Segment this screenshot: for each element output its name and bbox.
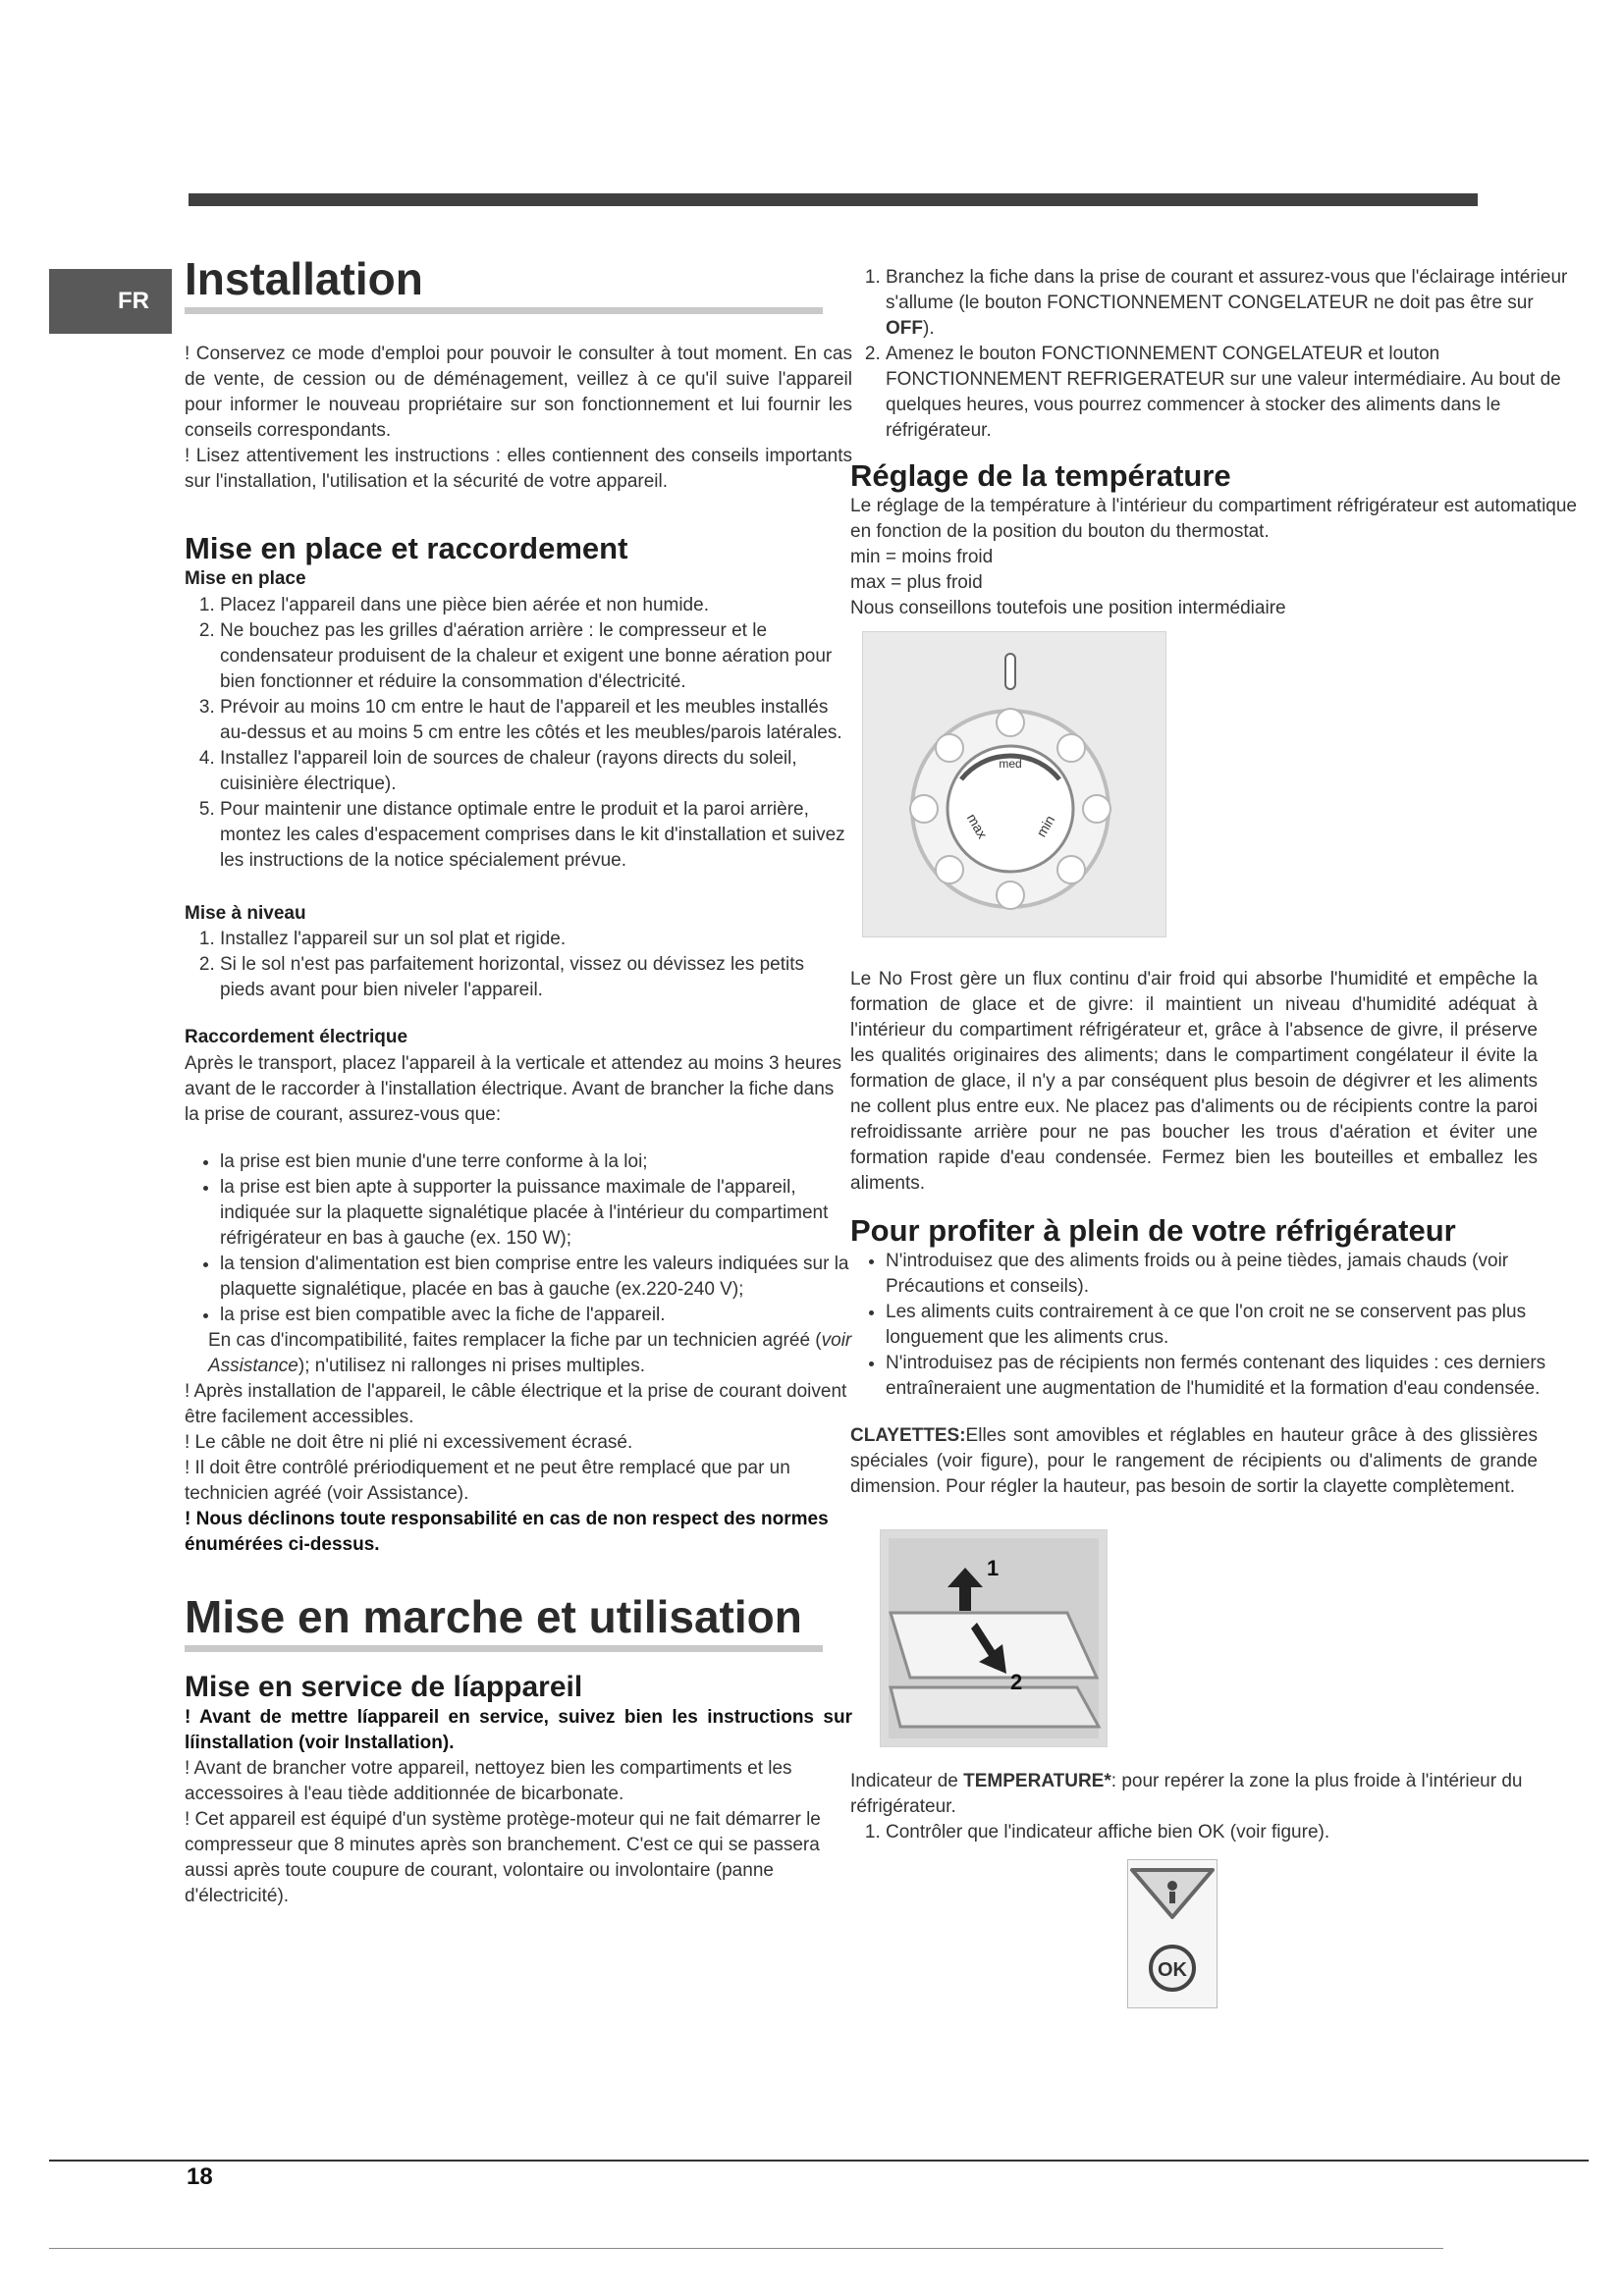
intro-paragraph-2: ! Lisez attentivement les instructions : elles contiennent des conseils importants sur l'installation, l'utilisation et la sécurité de votre appareil. <box>185 445 852 492</box>
list-item: 5. Pour maintenir une distance optimale entre le produit et la paroi arrière, montez les cales d'espacement comprises dans le kit d'installation et suivez les instructions de la notice spécialement prévue. <box>220 797 852 874</box>
temperature-indicator-figure <box>1127 1859 1218 2008</box>
list-item: 1. Installez l'appareil sur un sol plat et rigide. <box>220 927 852 952</box>
note-2: ! Le câble ne doit être ni plié ni excessivement écrasé. <box>185 1431 633 1453</box>
list-item: • la tension d'alimentation est bien comprise entre les valeurs indiquées sur la plaquette signalétique, placée en bas à gauche (ex.220-240 V); <box>220 1252 852 1303</box>
page-number: 18 <box>187 2163 213 2190</box>
mise-en-place-sub: Mise en place <box>185 568 306 590</box>
max-text: max = plus froid <box>850 572 983 594</box>
right-column <box>850 265 1577 2008</box>
reglage-text: Le réglage de la température à l'intérieur du compartiment réfrigérateur est automatique en fonction de la position du bouton du thermostat. <box>850 496 1577 543</box>
dial-min-label: min <box>1033 812 1058 840</box>
shelf-label-2: 2 <box>1010 1670 1023 1695</box>
raccordement-sub: Raccordement électrique <box>185 1027 408 1048</box>
footer-divider <box>49 2160 1589 2162</box>
mise-a-niveau-sub: Mise à niveau <box>185 902 306 924</box>
shelf-illustration <box>881 1530 1107 1746</box>
list-item: 1. Placez l'appareil dans une pièce bien aérée et non humide. <box>220 593 852 618</box>
list-item: • N'introduisez que des aliments froids ou à peine tièdes, jamais chauds (voir Précautions et conseils). <box>886 1249 1577 1300</box>
thermostat-dial-illustration <box>863 632 1165 936</box>
left-column <box>185 253 852 1909</box>
dial-med-label: med <box>999 757 1022 772</box>
ok-label: OK <box>1158 1959 1187 1982</box>
footer-divider-bottom <box>49 2248 1443 2249</box>
start-step-1: 1. Branchez la fiche dans la prise de courant et assurez-vous que l'éclairage intérieur s'allume (le bouton FONCTIONNEMENT CONGELATEUR ne doit pas être sur OFF). <box>886 265 1577 342</box>
header-bar <box>189 193 1478 206</box>
off-label: OFF <box>886 318 923 339</box>
intro-paragraph-1: ! Conservez ce mode d'emploi pour pouvoir le consulter à tout moment. En cas de vente, de cession ou de déménagement, veillez à ce qu'il suive l'appareil pour informer le nouveau propriétaire sur son fonctionnement et lui fournir les conseils correspondants. <box>185 343 852 441</box>
mise-en-service-bold-note: ! Avant de mettre líappareil en service, suivez bien les instructions sur líinstallation (voir Installation). <box>185 1706 852 1753</box>
raccordement-intro: Après le transport, placez l'appareil à la verticale et attendez au moins 3 heures avant de le raccorder à l'installation électrique. Avant de brancher la fiche dans la prise de courant, assurez-vous que: <box>185 1052 841 1125</box>
mise-en-place-list <box>185 593 852 874</box>
dial-max-label: max <box>963 811 991 842</box>
mise-en-place-heading: Mise en place et raccordement <box>185 530 628 565</box>
language-tab: FR <box>49 269 172 334</box>
clayettes-text: CLAYETTES:Elles sont amovibles et réglables en hauteur grâce à des glissières spéciales (voir figure), pour le rangement de récipients ou d'aliments de grande dimension. Pour régler la hauteur, pas besoin de sortir la clayette complètement. <box>850 1425 1538 1498</box>
mise-en-service-heading: Mise en service de líappareil <box>185 1670 583 1703</box>
list-item: • N'introduisez pas de récipients non fermés contenant des liquides : ces derniers entraîneraient une augmentation de l'humidité et la formation d'eau condensée. <box>886 1351 1577 1402</box>
mise-a-niveau-list <box>185 927 852 1003</box>
note-1: ! Après installation de l'appareil, le câble électrique et la prise de courant doivent être facilement accessibles. <box>185 1380 847 1427</box>
start-step-2: 2. Amenez le bouton FONCTIONNEMENT CONGELATEUR et louton FONCTIONNEMENT REFRIGERATEUR sur une valeur intermédiaire. Au bout de quelques heures, vous pourrez commencer à stocker des aliments dans le réfrigérateur. <box>886 342 1577 444</box>
list-item: 4. Installez l'appareil loin de sources de chaleur (rayons directs du soleil, cuisinière électrique). <box>220 746 852 797</box>
temperature-indicator-text: Indicateur de TEMPERATURE*: pour repérer la zone la plus froide à l'intérieur du réfrigérateur. <box>850 1771 1523 1818</box>
mise-en-marche-title: Mise en marche et utilisation <box>185 1591 823 1652</box>
raccordement-bullets <box>185 1149 852 1328</box>
assistance-link: voir Assistance <box>208 1329 852 1376</box>
list-item: 2. Ne bouchez pas les grilles d'aération arrière : le compresseur et le condensateur produisent de la chaleur et exigent une bonne aération pour bien fonctionner et réduire la consommation d'électricité. <box>220 618 852 695</box>
mise-en-service-para-1: ! Avant de brancher votre appareil, nettoyez bien les compartiments et les accessoires à l'eau tiède additionnée de bicarbonate. <box>185 1757 792 1804</box>
shelf-label-1: 1 <box>987 1556 1000 1581</box>
shelf-figure <box>880 1529 1108 1747</box>
nofrost-text: Le No Frost gère un flux continu d'air froid qui absorbe l'humidité et empêche la formation de glace et de givre: il maintient un niveau d'humidité adéquat à l'intérieur du compartiment réfrigérateur et, grâce à l'absence de givre, il préserve les qualités originaires des aliments; dans le compartiment congélateur il évite la formation de glace, il n'y a par conséquent plus besoin de dégivrer et les aliments ne collent plus entre eux. Ne placez pas d'aliments ou de récipients contre la paroi refroidissante arrière pour ne pas boucher les trous d'aération et éviter une formation rapide d'eau condensée. Fermez bien les bouteilles et emballez les aliments. <box>850 969 1538 1195</box>
temperature-step-1: 1. Contrôler que l'indicateur affiche bien OK (voir figure). <box>886 1820 1577 1845</box>
thermostat-dial-figure <box>862 631 1166 937</box>
profiter-bullets <box>850 1249 1577 1402</box>
reglage-heading: Réglage de la température <box>850 458 1231 493</box>
list-item: 3. Prévoir au moins 10 cm entre le haut de l'appareil et les meubles installés au-dessus et au moins 5 cm entre les côtés et les meubles/parois latérales. <box>220 695 852 746</box>
temperature-label: TEMPERATURE <box>963 1771 1105 1792</box>
note-3: ! Il doit être contrôlé prériodiquement et ne peut être remplacé que par un technicien agréé (voir Assistance). <box>185 1457 790 1504</box>
list-item: 2. Si le sol n'est pas parfaitement horizontal, vissez ou dévissez les petits pieds avant pour bien niveler l'appareil. <box>220 952 852 1003</box>
warning-note: ! Nous déclinons toute responsabilité en cas de non respect des normes énumérées ci-dessus. <box>185 1508 829 1555</box>
list-item: • la prise est bien munie d'une terre conforme à la loi; <box>220 1149 852 1175</box>
profiter-heading: Pour profiter à plein de votre réfrigérateur <box>850 1213 1456 1249</box>
installation-title: Installation <box>185 253 823 314</box>
list-item: • la prise est bien compatible avec la fiche de l'appareil. <box>220 1303 852 1328</box>
min-text: min = moins froid <box>850 547 994 568</box>
mise-en-service-para-2: ! Cet appareil est équipé d'un système protège-moteur qui ne fait démarrer le compresseur que 8 minutes après son branchement. C'est ce qui se passera aussi après toute coupure de courant, volontaire ou involontaire (panne d'électricité). <box>185 1808 821 1906</box>
temperature-steps <box>850 1820 1577 1845</box>
incompat-paragraph: En cas d'incompatibilité, faites remplacer la fiche par un technicien agréé (voir Assistance); n'utilisez ni rallonges ni prises multiples. <box>208 1329 852 1376</box>
clayettes-label: CLAYETTES: <box>850 1425 966 1447</box>
list-item: • la prise est bien apte à supporter la puissance maximale de l'appareil, indiquée sur la plaquette signalétique placée à l'intérieur du compartiment réfrigérateur en bas à gauche (ex. 150 W); <box>220 1175 852 1252</box>
list-item: • Les aliments cuits contrairement à ce que l'on croit ne se conservent pas plus longuement que les aliments crus. <box>886 1300 1577 1351</box>
conseil-text: Nous conseillons toutefois une position intermédiaire <box>850 598 1286 619</box>
temperature-indicator-illustration <box>1128 1860 1217 2007</box>
start-steps <box>850 265 1577 444</box>
